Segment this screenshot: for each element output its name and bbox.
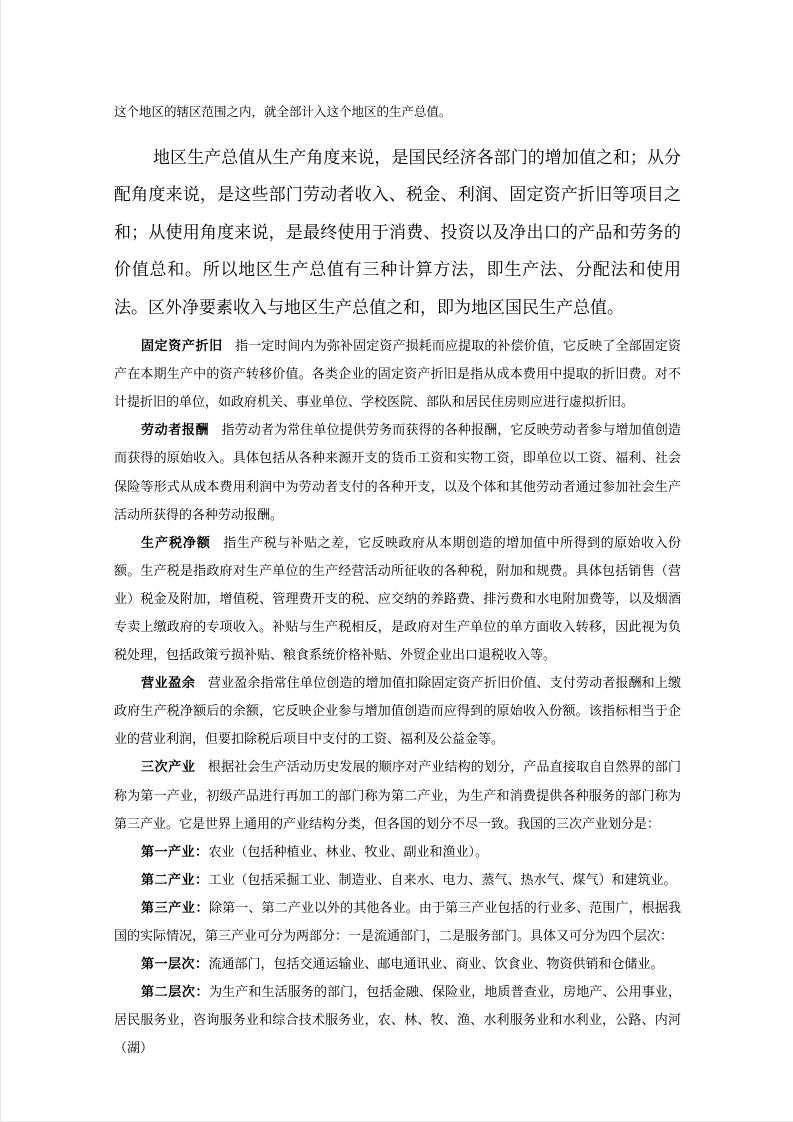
definition-three-industries: [114, 753, 681, 837]
definition-term: 三次产业: [141, 759, 196, 775]
definition-term: 第二层次：: [141, 984, 210, 1000]
definition-operating-surplus: [114, 669, 681, 753]
definition-term: 生产税净额: [141, 534, 211, 550]
definition-tertiary-industry: [114, 894, 681, 950]
definition-body: 工业（包括采掘工业、制造业、自来水、电力、蒸气、热水气、煤气）和建筑业。: [208, 871, 677, 887]
definition-body: 指劳动者为常住单位提供劳务而获得的各种报酬，它反映劳动者参与增加值创造而获得的原始收入。具体包括从各种来源开支的货币工资和实物工资，即单位以工资、福利、社会保险等形式从成本费用利润中为劳动者支付的各种开支，以及个体和其他劳动者通过参加社会生产活动所获得的各种劳动报酬。: [114, 422, 681, 522]
definitions-list: [114, 332, 681, 1062]
definition-net-production-tax: [114, 529, 681, 669]
definition-body: 根据社会生产活动历史发展的顺序对产业结构的划分，产品直接取自自然界的部门称为第一产业，初级产品进行再加工的部门称为第二产业，为生产和消费提供各种服务的部门称为第三产业。它是世界上通用的产业结构分类，但各国的划分不尽一致。我国的三次产业划分是：: [114, 759, 681, 831]
definition-term: 第一产业：: [141, 843, 209, 859]
page-content: [114, 102, 681, 1062]
definition-primary-industry: [114, 838, 681, 866]
definition-term: 第一层次：: [141, 956, 209, 972]
definition-term: 固定资产折旧: [141, 338, 223, 354]
definition-body: 为生产和生活服务的部门，包括金融、保险业，地质普查业，房地产、公用事业，居民服务业，咨询服务业和综合技术服务业，农、林、牧、渔、水利服务业和水利业，公路、内河（湖）: [114, 984, 681, 1056]
definition-body: 指生产税与补贴之差，它反映政府从本期创造的增加值中所得到的原始收入份额。生产税是指政府对生产单位的生产经营活动所征收的各种税，附加和规费。具体包括销售（营业）税金及附加，增值税、管理费开支的税、应交纳的养路费、排污费和水电附加费等，以及烟酒专卖上缴政府的专项收入。补贴与生产税相反，是政府对生产单位的单方面收入转移，因此视为负税处理，包括政策亏损补贴、粮食系统价格补贴、外贸企业出口退税收入等。: [114, 534, 681, 663]
definition-body: 营业盈余指常住单位创造的增加值扣除固定资产折旧价值、支付劳动者报酬和上缴政府生产税净额后的余额，它反映企业参与增加值创造而应得到的原始收入份额。该指标相当于企业的营业利润，但要扣除税后项目中支付的工资、福利及公益金等。: [114, 675, 681, 747]
definition-second-tier: [114, 978, 681, 1062]
definition-first-tier: [114, 950, 681, 978]
definition-body: 流通部门，包括交通运输业、邮电通讯业、商业、饮食业、物资供销和仓储业。: [208, 956, 664, 972]
lead-paragraph-regional-gdp: 地区生产总值从生产角度来说，是国民经济各部门的增加值之和；从分配角度来说，是这些部门劳动者收入、税金、利润、固定资产折旧等项目之和；从使用角度来说，是最终使用于消费、投资以及净出口的产品和劳务的价值总和。所以地区生产总值有三种计算方法，即生产法、分配法和使用法。区外净要素收入与地区生产总值之和，即为地区国民生产总值。: [114, 148, 681, 317]
definition-body: 除第一、第二产业以外的其他各业。由于第三产业包括的行业多、范围广，根据我国的实际情况，第三产业可分为两部分：一是流通部门，二是服务部门。具体又可分为四个层次：: [114, 899, 681, 943]
continuation-paragraph: 这个地区的辖区范围之内，就全部计入这个地区的生产总值。: [114, 105, 452, 119]
definition-labor-remuneration: [114, 416, 681, 528]
definition-fixed-asset-depreciation: [114, 332, 681, 416]
definition-term: 营业盈余: [141, 675, 196, 691]
definition-term: 第三产业：: [141, 899, 210, 915]
definition-term: 劳动者报酬: [141, 422, 210, 438]
definition-body: 指一定时间内为弥补固定资产损耗而应提取的补偿价值，它反映了全部固定资产在本期生产中的资产转移价值。各类企业的固定资产折旧是指从成本费用中提取的折旧费。对不计提折旧的单位，如政府机关、事业单位、学校医院、部队和居民住房则应进行虚拟折旧。: [114, 338, 681, 410]
definition-secondary-industry: [114, 866, 681, 894]
definition-body: 农业（包括种植业、林业、牧业、副业和渔业）。: [208, 843, 489, 859]
definition-term: 第二产业：: [141, 871, 209, 887]
